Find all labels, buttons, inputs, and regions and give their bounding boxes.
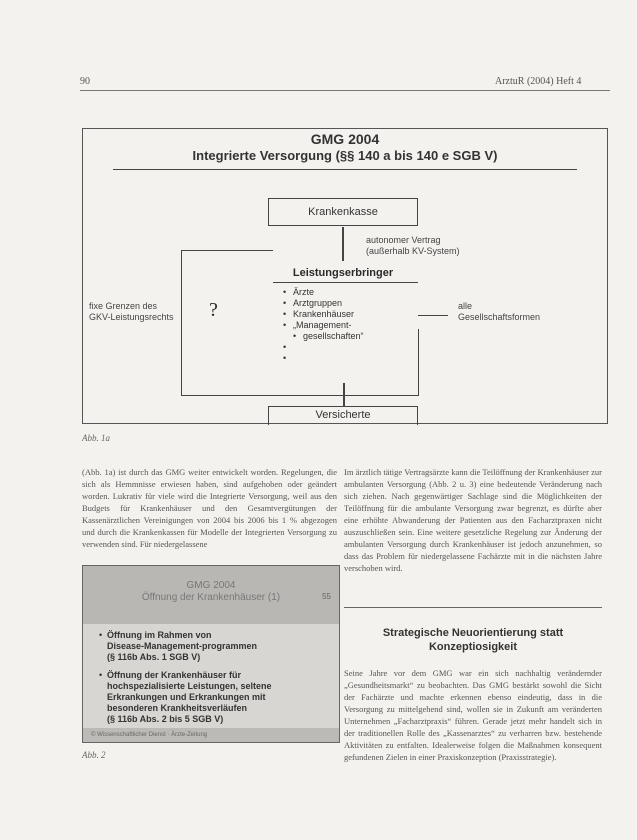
provider-item: • Krankenhäuser (283, 309, 364, 320)
figure-hospital-opening (82, 565, 340, 743)
figure2-page-ref: 55 (322, 592, 331, 601)
provider-item (283, 342, 364, 353)
figure2-title-1: GMG 2004 (186, 580, 236, 591)
figure-integrated-care (82, 128, 608, 424)
heading-line-1: Strategische Neuorientierung statt (382, 627, 564, 639)
provider-item (283, 353, 364, 364)
heading-line-2: Konzeptiosigkeit (428, 641, 517, 653)
item2-line: (§ 116b Abs. 2 bis 5 SGB V) (107, 714, 224, 724)
figure2-footer: © Wissenschaftlicher Dienst · Ärzte-Zeitung (91, 732, 208, 738)
left-column-text: (Abb. 1a) ist durch das GMG weiter entwickelt worden. Regelungen, die sich als Hemmnisse erwiesen haben, sind aufgehoben oder geändert worden. Lukrativ für viele wird die Integrierte Versorgung, weil aus den Budgets für Krankenhäuser und den Gesamtvergütungen der Kassenärztlichen Vereinigungen von 2004 bis 2006 bis 1 % abgezogen und durch die Krankenkassen für Modelle der Integrierten Versorgung zu verwenden sind. Für niedergelassene (82, 467, 337, 549)
figure1-title-rule (113, 169, 577, 170)
insurer-label: Krankenkasse (308, 206, 378, 218)
provider-item: • Arztgruppen (283, 298, 364, 309)
left-bracket-vertical (181, 250, 182, 396)
insured-label: Versicherte (315, 409, 371, 421)
journal-header: ArztuR (2004) Heft 4 (495, 76, 582, 87)
contract-label-1: autonomer Vertrag (366, 235, 441, 245)
figure2-caption: Abb. 2 (82, 750, 106, 760)
figure2-bullet-1: • (99, 630, 103, 640)
insurer-box (268, 198, 418, 226)
contract-label-2: (außerhalb KV-System) (366, 246, 460, 256)
figure2-item-1 (107, 630, 332, 663)
item2-line: Erkrankungen und Erkrankungen mit (107, 692, 266, 702)
figure1-subtitle: Integrierte Versorgung (§§ 140 a bis 140 e SGB V) (192, 148, 498, 163)
left-label-2: GKV-Leistungsrechts (89, 312, 174, 322)
right-connector (418, 315, 448, 316)
page-number: 90 (80, 76, 90, 87)
item1-line: Disease-Management-programmen (107, 641, 258, 651)
item2-line: besonderen Krankheitsverläufen (107, 703, 248, 713)
providers-title: Leistungserbringer (292, 267, 394, 279)
provider-item: • Ärzte (283, 287, 364, 298)
right-column-text-1: Im ärztlich tätige Vertragsärzte kann die Teilöffnung der Krankenhäuser zur ambulanten Versorgung (Abb. 2 u. 3) eine bedeutende Veränderung nach sich ziehen. Nach gegenwärtiger Sachlage sind die Möglichkeiten der Teilöffnung für die ambulante Versorgung zwar begrenzt, es dürfte aber eine erhöhte Abwanderung der Patienten aus den Facharztpraxen nicht auszuschließen sein. Eine weitere gesetzliche Regelung zur Änderung der ambulanten Versorgung durch Krankenhäuser ist jedoch anzunehmen, so dass das Problem für niedergelassene Fachärzte mit in die nächsten Jahre verschoben wird. (344, 467, 602, 573)
question-mark: ? (209, 299, 218, 321)
item2-line: Öffnung der Krankenhäuser für (107, 670, 242, 680)
right-label-2: Gesellschaftsformen (458, 312, 541, 322)
left-label-1: fixe Grenzen des (89, 301, 158, 311)
heading-rule (344, 607, 602, 608)
provider-item: • „Management- (283, 320, 364, 331)
right-bracket-vertical (418, 329, 419, 395)
item1-line: (§ 116b Abs. 1 SGB V) (107, 652, 201, 662)
right-bracket-bottom (344, 395, 419, 396)
contract-arrow (342, 227, 344, 261)
provider-item-cont: • gesellschaften“ (283, 331, 364, 342)
figure1-title: GMG 2004 (310, 131, 380, 147)
figure2-title-2: Öffnung der Krankenhäuser (1) (141, 592, 281, 603)
insured-box (268, 406, 418, 425)
providers-box (273, 282, 418, 380)
left-bracket-top (181, 250, 273, 251)
item2-line: hochspezialisierte Leistungen, seltene (107, 681, 272, 691)
item1-line: Öffnung im Rahmen von (107, 630, 212, 640)
header-rule (80, 90, 610, 91)
insured-arrow (343, 383, 345, 407)
section-heading (344, 626, 602, 654)
right-column-text-2: Seine Jahre vor dem GMG war ein sich nachhaltig verändernder „Gesundheitsmarkt“ zu beobachten. Das GMG bestärkt sowohl die Sicht der Fachärzte und machte erkennen ebenso eindeutig, dass in die Versorgung zu mittelgehend sind, wollen sie in Zukunft am veränderten Unternehmen „Facharztpraxis“ führen. Gerade jetzt mehr handelt sich in der traditionellen Rolle des „Kassenarztes“ zu verharren bzw. bestehende Aktivitäten zu entfalten. Idealerweise folgen die Maßnahmen konsequent gefundenen Zielen in einer Praxiskonzeption (Praxisstrategie). (344, 668, 602, 762)
left-bracket-bottom (181, 395, 344, 396)
providers-list (283, 287, 364, 364)
figure2-bullet-2: • (99, 670, 103, 680)
figure2-item-2 (107, 670, 332, 725)
figure1-caption: Abb. 1a (82, 433, 110, 443)
right-label-1: alle (458, 301, 473, 311)
